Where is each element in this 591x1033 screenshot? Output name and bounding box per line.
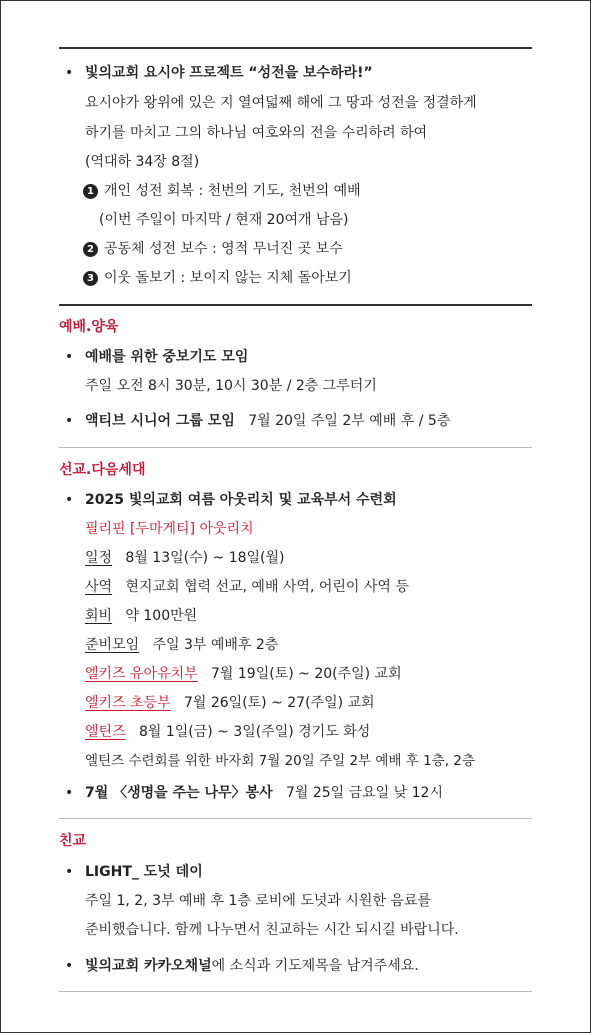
bullet-marker: • xyxy=(65,864,74,880)
service-detail: 7월 25일 금요일 낮 12시 xyxy=(285,785,443,801)
section-divider xyxy=(59,818,532,819)
scripture-reference: (역대하 34장 8절) xyxy=(85,154,200,170)
row-value: 주일 3부 예배후 2층 xyxy=(152,637,279,653)
project-item-3 xyxy=(83,268,352,288)
section-divider xyxy=(59,447,532,448)
bazaar-line: 엘틴즈 수련회를 위한 바자회 7월 20일 주일 2부 예배 후 1층, 2층 xyxy=(85,753,475,769)
number-1-icon: 1 xyxy=(83,184,98,199)
row-label: 사역 xyxy=(85,579,113,595)
donut-day-heading: LIGHT_ 도넛 데이 xyxy=(85,864,203,880)
row-label: 회비 xyxy=(85,608,113,624)
bullet-marker: • xyxy=(65,65,74,81)
dept-label: 엘틴즈 xyxy=(85,724,126,740)
row-value: 약 100만원 xyxy=(125,608,198,624)
dept-label: 엘키즈 유아유치부 xyxy=(85,666,198,682)
kakao-channel-name: 빛의교회 카카오채널 xyxy=(85,958,212,974)
project-item-2 xyxy=(83,239,343,259)
row-value: 현지교회 협력 선교, 예배 사역, 어린이 사역 등 xyxy=(125,579,409,595)
donut-day-body-2: 준비했습니다. 함께 나누면서 친교하는 시간 되시길 바랍니다. xyxy=(85,922,459,938)
row-label: 준비모임 xyxy=(85,637,140,653)
dept-row-teens xyxy=(85,722,370,742)
number-3-icon: 3 xyxy=(83,271,98,286)
bottom-divider xyxy=(59,991,532,992)
bullet-marker: • xyxy=(65,413,74,429)
section-title-fellowship: 친교 xyxy=(59,833,87,849)
prayer-meeting-heading: 예배를 위한 중보기도 모임 xyxy=(85,349,249,365)
outreach-title: 필리핀 [두마게티] 아웃리치 xyxy=(85,521,254,537)
senior-group-detail: 7월 20일 주일 2부 예배 후 / 5층 xyxy=(248,413,451,429)
service-line xyxy=(85,783,443,803)
section-divider xyxy=(59,304,532,306)
outreach-row-prep xyxy=(85,635,278,655)
project-item-2-text: 공동체 성전 보수 : 영적 무너진 곳 보수 xyxy=(104,241,343,257)
dept-label: 엘키즈 초등부 xyxy=(85,695,171,711)
kakao-line xyxy=(85,956,419,976)
bullet-marker: • xyxy=(65,958,74,974)
dept-row-elementary xyxy=(85,693,375,713)
senior-group-heading: 액티브 시니어 그룹 모임 xyxy=(85,413,235,429)
retreat-heading: 2025 빛의교회 여름 아웃리치 및 교육부서 수련회 xyxy=(85,492,397,508)
service-heading: 7월 〈생명을 주는 나무〉봉사 xyxy=(85,785,273,801)
outreach-row-ministry xyxy=(85,577,409,597)
project-item-1 xyxy=(83,181,361,201)
bullet-marker: • xyxy=(65,492,74,508)
senior-group-line xyxy=(85,411,450,431)
outreach-row-schedule xyxy=(85,548,285,568)
bullet-marker: • xyxy=(65,785,74,801)
outreach-row-fee xyxy=(85,606,197,626)
donut-day-body-1: 주일 1, 2, 3부 예배 후 1층 로비에 도넛과 시원한 음료를 xyxy=(85,893,431,909)
row-value: 8월 13일(수) ~ 18일(월) xyxy=(125,550,285,566)
project-item-1-note: (이번 주일이 마지막 / 현재 20여개 남음) xyxy=(99,212,349,228)
number-2-icon: 2 xyxy=(83,242,98,257)
dept-row-kinder xyxy=(85,664,402,684)
dept-value: 7월 19일(토) ~ 20(주일) 교회 xyxy=(211,666,402,682)
bullet-marker: • xyxy=(65,349,74,365)
project-heading: 빛의교회 요시야 프로젝트 “성전을 보수하라!” xyxy=(85,65,373,81)
row-label: 일정 xyxy=(85,550,113,566)
section-title-worship: 예배.양육 xyxy=(59,319,119,335)
kakao-rest: 에 소식과 기도제목을 남겨주세요. xyxy=(211,958,419,974)
section-title-mission: 선교.다음세대 xyxy=(59,462,146,478)
project-item-1-text: 개인 성전 회복 : 천번의 기도, 천번의 예배 xyxy=(104,183,361,199)
top-divider xyxy=(59,47,532,49)
scripture-line-2: 하기를 마치고 그의 하나님 여호와의 전을 수리하려 하여 xyxy=(85,125,428,141)
dept-value: 7월 26일(토) ~ 27(주일) 교회 xyxy=(183,695,375,711)
dept-value: 8월 1일(금) ~ 3일(주일) 경기도 화성 xyxy=(138,724,371,740)
project-item-3-text: 이웃 돌보기 : 보이지 않는 지체 돌아보기 xyxy=(104,270,352,286)
prayer-meeting-detail: 주일 오전 8시 30분, 10시 30분 / 2층 그루터기 xyxy=(85,378,377,394)
scripture-line-1: 요시야가 왕위에 있은 지 열여덟째 해에 그 땅과 성전을 정결하게 xyxy=(85,95,477,111)
